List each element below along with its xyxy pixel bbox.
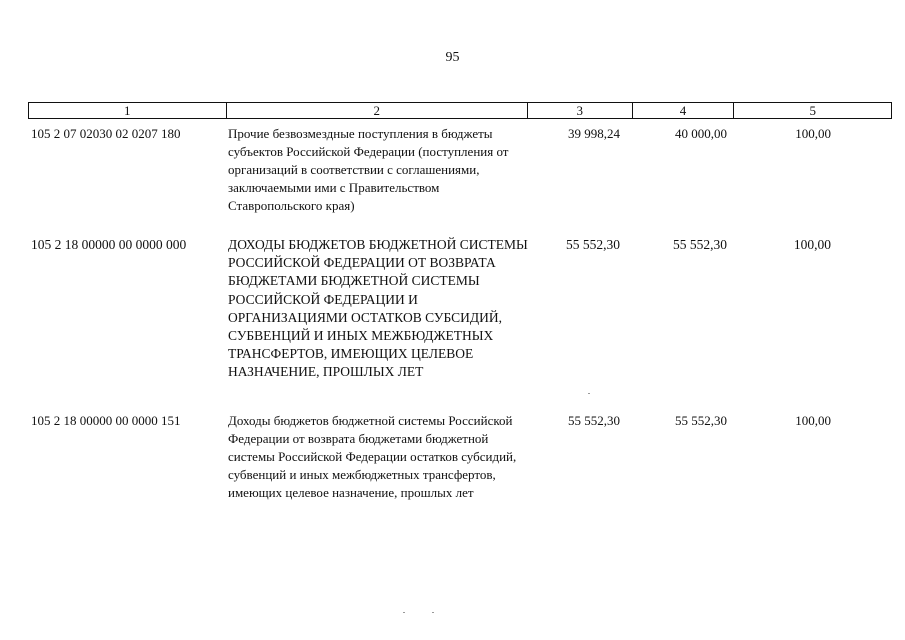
table-header-row (28, 102, 892, 119)
page-number: 95 (445, 50, 460, 65)
row-value-col5: 100,00 (795, 126, 831, 141)
row-value-col3: 55 552,30 (566, 237, 620, 252)
column-header-3: 3 (528, 103, 633, 118)
row-value-col4: 40 000,00 (675, 126, 727, 141)
column-header-5: 5 (809, 103, 816, 118)
row-value-col4: 55 552,30 (675, 413, 727, 428)
row-value-col5: 100,00 (795, 413, 831, 428)
row-name: Доходы бюджетов бюджетной системы Российской Федерации от возврата бюджетами бюджетной системы Российской Федерации остатков субсидий, субвенций и иных межбюджетных трансфертов, имеющих целевое назначение, прошлых лет (228, 413, 517, 500)
row-name: Прочие безвозмездные поступления в бюджеты субъектов Российской Федерации (поступления от организаций в соответствии с соглашениями, заключаемыми ими с Правительством Ставропольского края) (228, 126, 509, 213)
row-code: 105 2 18 00000 00 0000 151 (31, 413, 181, 428)
row-code: 105 2 07 02030 02 0207 180 (31, 126, 181, 141)
column-header-1: 1 (29, 103, 227, 118)
row-value-col4: 55 552,30 (673, 237, 727, 252)
row-value-col3: 55 552,30 (568, 413, 620, 428)
row-name: ДОХОДЫ БЮДЖЕТОВ БЮДЖЕТНОЙ СИСТЕМЫ РОССИЙСКОЙ ФЕДЕРАЦИИ ОТ ВОЗВРАТА БЮДЖЕТАМИ БЮДЖЕТНОЙ СИСТЕМЫ РОССИЙСКОЙ ФЕДЕРАЦИИ И ОРГАНИЗАЦИЯМИ ОСТАТКОВ СУБСИДИЙ, СУБВЕНЦИЙ И ИНЫХ МЕЖБЮДЖЕТНЫХ ТРАНСФЕРТОВ, ИМЕЮЩИХ ЦЕЛЕВОЕ НАЗНАЧЕНИЕ, ПРОШЛЫХ ЛЕТ (228, 237, 528, 380)
column-header-2: 2 (227, 103, 528, 118)
row-value-col5: 100,00 (793, 237, 831, 252)
row-value-col3: 39 998,24 (568, 126, 620, 141)
row-code: 105 2 18 00000 00 0000 000 (31, 237, 187, 252)
column-header-4: 4 (633, 103, 735, 118)
